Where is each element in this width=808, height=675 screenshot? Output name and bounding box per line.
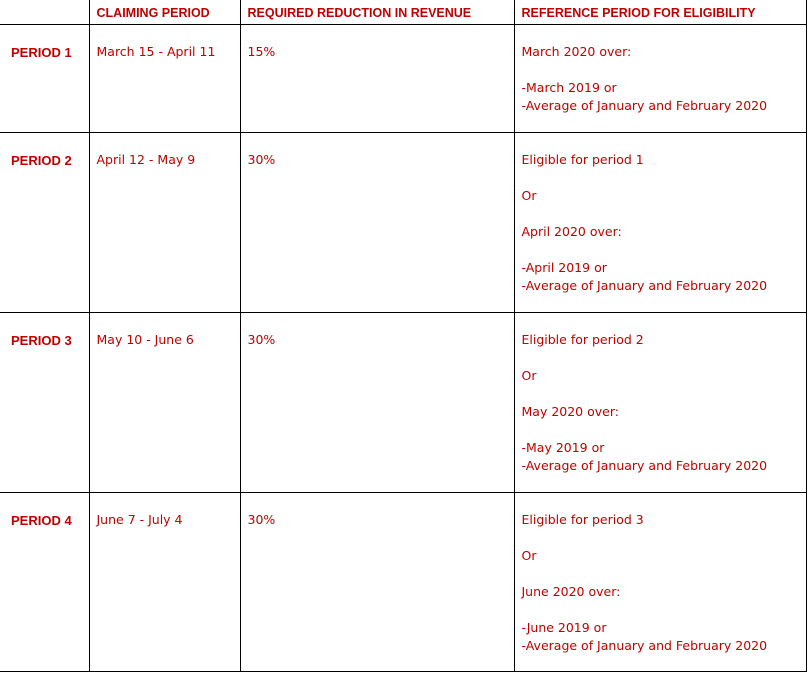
reference-or: Or: [521, 187, 537, 203]
table-row-period-3: [0, 312, 806, 492]
reference-or: Or: [521, 367, 537, 383]
reference-month-over: May 2020 over:: [521, 403, 619, 419]
table-row-period-2: [0, 132, 806, 312]
reference-option-1: -May 2019 or: [521, 439, 605, 455]
reference-option-2: -Average of January and February 2020: [521, 457, 768, 473]
table-row-period-4: [0, 492, 806, 671]
reference-month-over: March 2020 over:: [521, 43, 632, 59]
claiming-period-cell: March 15 - April 11: [89, 24, 240, 132]
reference-eligible: Eligible for period 3: [521, 511, 644, 527]
header-required-reduction: REQUIRED REDUCTION IN REVENUE: [240, 0, 514, 24]
reference-month-over: June 2020 over:: [521, 583, 621, 599]
header-claiming-period: CLAIMING PERIOD: [89, 0, 240, 24]
reference-option-2: -Average of January and February 2020: [521, 97, 768, 113]
table-row-period-1: [0, 24, 806, 132]
reference-cell: [514, 492, 806, 671]
period-label: PERIOD 2: [0, 132, 89, 312]
reference-option-2: -Average of January and February 2020: [521, 277, 768, 293]
reduction-cell: 15%: [240, 24, 514, 132]
reference-option-1: -April 2019 or: [521, 259, 607, 275]
period-label: PERIOD 1: [0, 24, 89, 132]
reference-cell: [514, 132, 806, 312]
header-reference-period: REFERENCE PERIOD FOR ELIGIBILITY: [514, 0, 806, 24]
reference-cell: [514, 24, 806, 132]
reference-option-1: -June 2019 or: [521, 619, 607, 635]
reference-cell: [514, 312, 806, 492]
reduction-cell: 30%: [240, 312, 514, 492]
reduction-cell: 30%: [240, 132, 514, 312]
reference-month-over: April 2020 over:: [521, 223, 622, 239]
claiming-period-cell: May 10 - June 6: [89, 312, 240, 492]
header-corner: [0, 0, 89, 24]
reference-option-2: -Average of January and February 2020: [521, 637, 768, 653]
reduction-cell: 30%: [240, 492, 514, 671]
period-label: PERIOD 3: [0, 312, 89, 492]
claiming-period-cell: June 7 - July 4: [89, 492, 240, 671]
header-row: [0, 0, 806, 24]
reference-option-1: -March 2019 or: [521, 79, 617, 95]
period-label: PERIOD 4: [0, 492, 89, 671]
claiming-period-cell: April 12 - May 9: [89, 132, 240, 312]
reference-eligible: Eligible for period 1: [521, 151, 644, 167]
reference-or: Or: [521, 547, 537, 563]
reference-eligible: Eligible for period 2: [521, 331, 644, 347]
